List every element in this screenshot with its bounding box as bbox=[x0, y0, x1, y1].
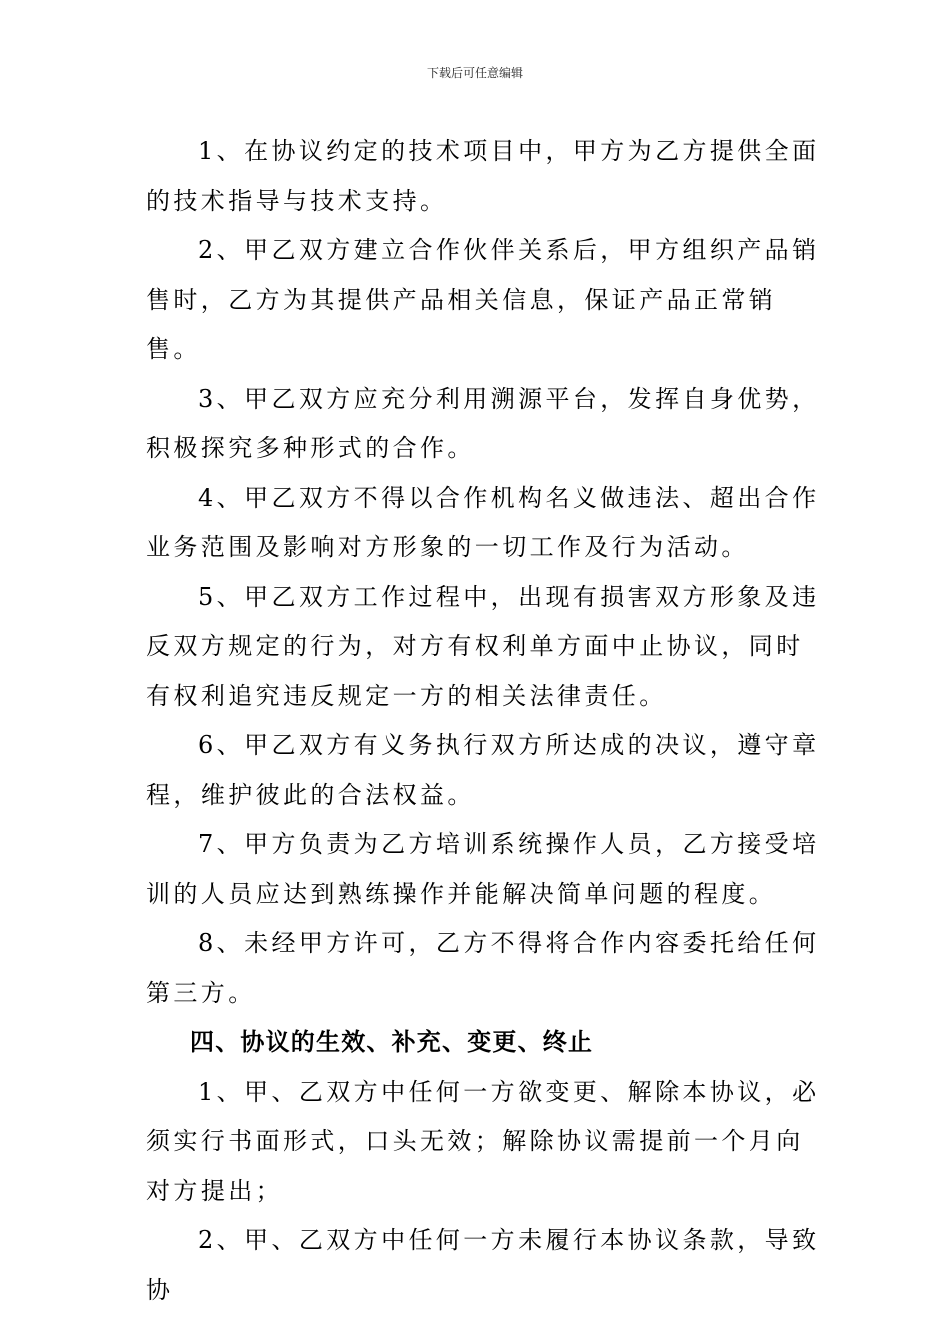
clause-5-line-3: 利追究违反规定一方的相关法律责任。 bbox=[200, 681, 667, 710]
section-clause-1 bbox=[146, 1068, 826, 1217]
clause-6-line-1: 6、甲乙双方有义务执行双方所达成的决议，遵守章程， bbox=[146, 731, 820, 809]
section-clause-1-line-2: 实行书面形式，口头无效；解除协议需提前一个月向对方 bbox=[146, 1127, 804, 1205]
section-clause-2 bbox=[146, 1216, 826, 1315]
section-clause-1-line-1: 1、甲、乙双方中任何一方欲变更、解除本协议，必须 bbox=[146, 1077, 820, 1155]
section-clause-2-line-1: 2、甲、乙双方中任何一方未履行本协议条款，导致协 bbox=[146, 1226, 820, 1304]
section-heading: 四、协议的生效、补充、变更、终止 bbox=[190, 1028, 594, 1056]
clause-3-line-2: 极探究多种形式的合作。 bbox=[173, 434, 475, 462]
clause-1 bbox=[146, 127, 826, 226]
clause-5 bbox=[146, 573, 826, 722]
document-body bbox=[146, 127, 826, 1315]
section-clause-1-line-3: 提出； bbox=[200, 1176, 284, 1205]
clause-8 bbox=[146, 919, 826, 1018]
clause-2 bbox=[146, 226, 826, 375]
clause-4-line-1: 4、甲乙双方不得以合作机构名义做违法、超出合作业 bbox=[146, 483, 820, 561]
clause-2-line-2: 时，乙方为其提供产品相关信息，保证产品正常销售。 bbox=[146, 285, 777, 363]
clause-2-line-1: 2、甲乙双方建立合作伙伴关系后，甲方组织产品销售 bbox=[146, 236, 820, 314]
clause-8-line-1: 8、未经甲方许可，乙方不得将合作内容委托给任何第 bbox=[146, 929, 820, 1007]
page-header: 下载后可任意编辑 bbox=[426, 66, 523, 80]
clause-3-line-1: 3、甲乙双方应充分利用溯源平台，发挥自身优势，积 bbox=[146, 384, 820, 462]
clause-5-line-2: 双方规定的行为，对方有权利单方面中止协议，同时有权 bbox=[146, 632, 804, 710]
clause-5-line-1: 5、甲乙双方工作过程中，出现有损害双方形象及违反 bbox=[146, 582, 820, 660]
clause-4 bbox=[146, 474, 826, 573]
clause-1-line-1: 1、在协议约定的技术项目中，甲方为乙方提供全面的 bbox=[146, 137, 820, 215]
clause-4-line-2: 务范围及影响对方形象的一切工作及行为活动。 bbox=[173, 533, 749, 561]
clause-3 bbox=[146, 375, 826, 474]
clause-8-line-2: 三方。 bbox=[173, 978, 256, 1007]
clause-7 bbox=[146, 820, 826, 919]
clause-1-line-2: 技术指导与技术支持。 bbox=[173, 186, 448, 215]
clause-6 bbox=[146, 721, 826, 820]
clause-7-line-2: 的人员应达到熟练操作并能解决简单问题的程度。 bbox=[173, 879, 777, 908]
clause-7-line-1: 7、甲方负责为乙方培训系统操作人员，乙方接受培训 bbox=[146, 830, 820, 908]
clause-6-line-2: 维护彼此的合法权益。 bbox=[200, 780, 475, 809]
